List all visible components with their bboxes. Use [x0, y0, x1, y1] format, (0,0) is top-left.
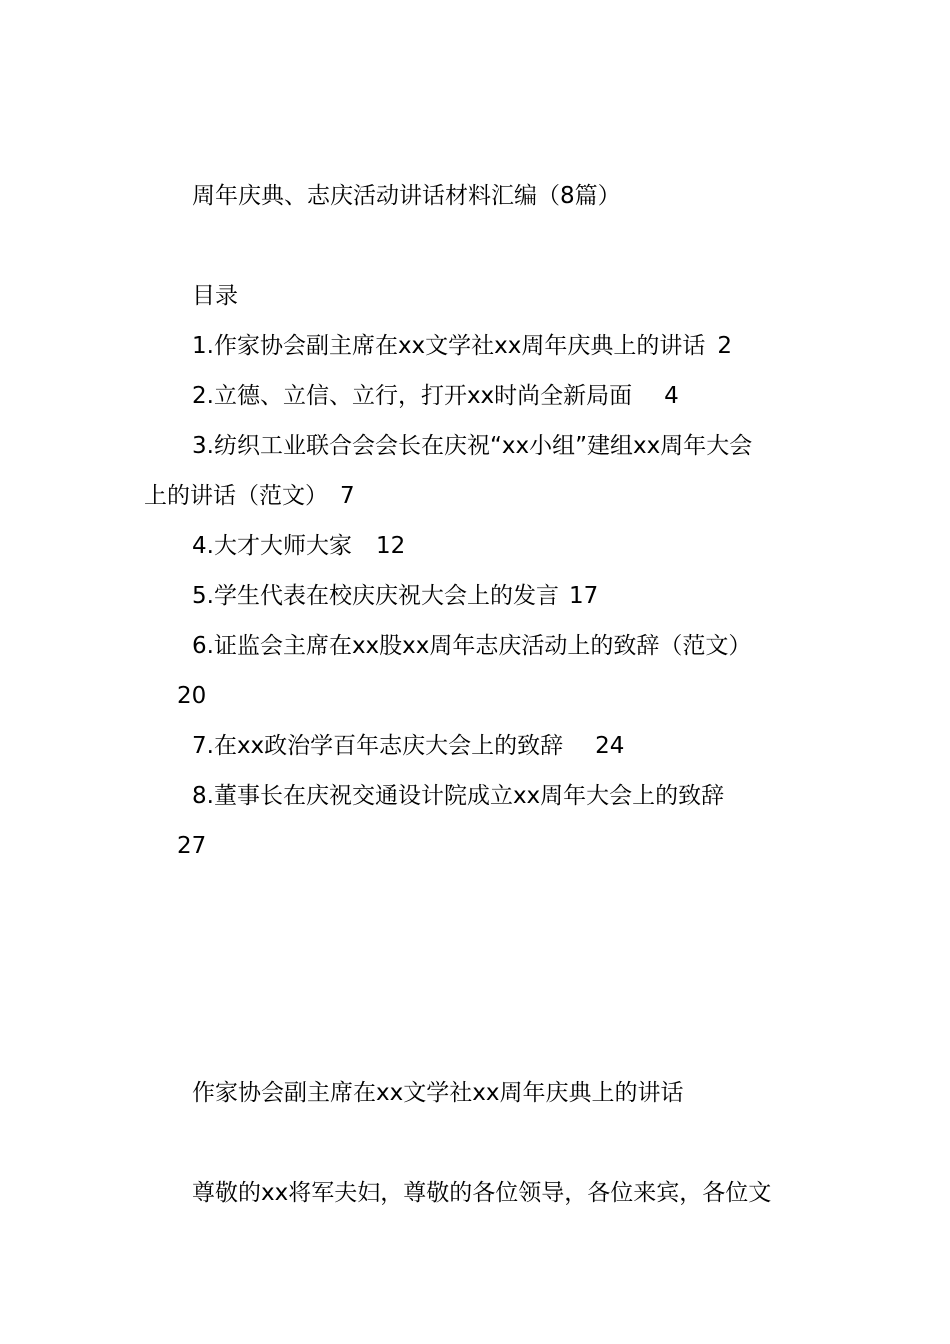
- toc-item-text: 2.立德、立信、立行，打开xx时尚全新局面: [192, 383, 633, 409]
- section-title: 作家协会副主席在xx文学社xx周年庆典上的讲话: [192, 1080, 684, 1106]
- toc-heading: 目录: [192, 283, 238, 309]
- toc-item-page: 4: [664, 383, 679, 409]
- toc-item-text: 4.大才大师大家: [192, 533, 352, 559]
- toc-item-page: 12: [375, 533, 406, 559]
- toc-item: [192, 731, 624, 761]
- toc-item: [192, 631, 751, 661]
- toc-item-continuation: [177, 831, 206, 861]
- toc-item-text: 1.作家协会副主席在xx文学社xx周年庆典上的讲话: [192, 333, 706, 359]
- toc-item-page: 17: [568, 583, 599, 609]
- body-paragraph: 尊敬的xx将军夫妇，尊敬的各位领导，各位来宾，各位文: [192, 1180, 772, 1206]
- toc-item: [192, 331, 732, 361]
- toc-item-continuation: [177, 681, 206, 711]
- toc-item: [192, 581, 598, 611]
- toc-item-page: 2: [717, 333, 733, 359]
- document-title: 周年庆典、志庆活动讲话材料汇编（8篇）: [192, 183, 621, 209]
- toc-item-page: 20: [177, 683, 207, 709]
- toc-item: [192, 781, 724, 811]
- toc-item: [192, 431, 752, 461]
- toc-item-text: 7.在xx政治学百年志庆大会上的致辞: [192, 733, 564, 759]
- toc-item: [192, 381, 679, 411]
- toc-item-text: 3.纺织工业联合会会长在庆祝“xx小组”建组xx周年大会: [192, 433, 753, 459]
- toc-item-page: 24: [595, 733, 625, 759]
- toc-item-text-continuation: 上的讲话（范文）: [144, 483, 328, 509]
- toc-item-text: 5.学生代表在校庆庆祝大会上的发言: [192, 583, 559, 609]
- toc-item-text: 8.董事长在庆祝交通设计院成立xx周年大会上的致辞: [192, 783, 725, 809]
- toc-item-continuation: [144, 481, 355, 511]
- toc-item-page: 27: [177, 833, 207, 859]
- toc-item-text: 6.证监会主席在xx股xx周年志庆活动上的致辞（范文）: [192, 633, 752, 659]
- toc-item: [192, 531, 405, 561]
- toc-item-page: 7: [340, 483, 355, 509]
